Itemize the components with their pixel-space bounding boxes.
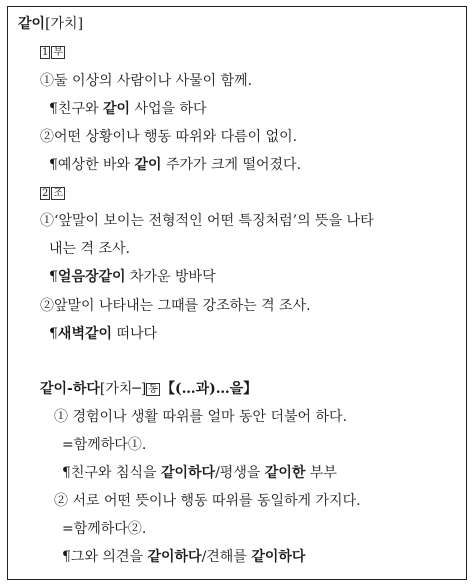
example-sentence — [62, 464, 337, 482]
example-headword: 같이하다 — [251, 549, 306, 565]
entry-header — [40, 380, 257, 398]
example-text: 예상한 바와 — [57, 157, 135, 173]
sense-definition — [40, 128, 297, 146]
sense-mark: ② — [54, 493, 68, 509]
example-headword: 같이 — [102, 101, 131, 117]
sense-definition — [54, 492, 361, 510]
example-text: 주가가 크게 떨어졌다. — [161, 157, 302, 173]
example-sentence — [49, 100, 207, 118]
sentence-pattern: 【(…과)…을】 — [161, 381, 258, 397]
example-mark: ¶ — [49, 157, 58, 173]
example-text: 차가운 방바닥 — [125, 269, 216, 285]
example-headword: 같이하다 — [160, 465, 216, 481]
definition-text: 앞말이 나타내는 그때를 강조하는 격 조사. — [54, 298, 311, 314]
sense-mark: ① — [54, 409, 68, 425]
example-sentence — [49, 268, 216, 286]
sense-definition — [40, 72, 252, 90]
pos-tag-box: 부 — [53, 47, 64, 58]
example-sentence — [62, 548, 305, 566]
example-mark: ¶ — [62, 549, 71, 565]
headword: 같이 — [18, 16, 46, 32]
sense-mark: ① — [40, 73, 54, 89]
example-text: 친구와 침식을 — [70, 465, 161, 481]
example-sentence — [49, 325, 157, 343]
pronunciation: [가치─] — [99, 381, 147, 397]
example-headword: 같이 — [134, 157, 162, 173]
example-text: 떠나다 — [112, 326, 158, 342]
example-text: 친구와 — [57, 101, 103, 117]
sense-number-box: 2 — [42, 188, 49, 199]
entry-header — [18, 15, 83, 33]
example-text: 사업을 하다 — [130, 101, 207, 117]
sense-definition — [40, 297, 311, 315]
example-headword: 얼음장같이 — [57, 269, 126, 285]
sense-definition — [54, 408, 347, 426]
example-mark: ¶ — [62, 465, 71, 481]
example-headword: 같이한 — [264, 465, 306, 481]
definition-text: 경험이나 생활 따위를 얼마 동안 더불어 하다. — [68, 409, 348, 425]
sense-mark: ② — [40, 129, 54, 145]
example-text: /견해를 — [201, 549, 252, 565]
headword: 같이-하다 — [40, 381, 100, 397]
definition-text: ‘앞말이 보이는 전형적인 어떤 특징처럼’의 뜻을 나타 — [54, 213, 374, 229]
pos-marker-particle — [40, 184, 66, 202]
synonym-reference: =함께하다②. — [62, 521, 147, 537]
example-text: 부부 — [305, 465, 337, 481]
example-text: /평생을 — [215, 465, 265, 481]
pronunciation: [가치] — [45, 16, 84, 32]
example-sentence — [49, 156, 301, 174]
example-mark: ¶ — [49, 269, 58, 285]
definition-continuation: 내는 격 조사. — [49, 241, 130, 257]
definition-text: 어떤 상황이나 행동 따위와 다름이 없이. — [54, 129, 298, 145]
sense-definition — [40, 212, 374, 230]
example-headword: 같이하다 — [147, 549, 202, 565]
pos-marker-adverb — [40, 43, 66, 61]
sense-number-box: 1 — [42, 47, 49, 58]
definition-text: 서로 어떤 뜻이나 행동 따위를 동일하게 가지다. — [68, 493, 361, 509]
sense-mark: ① — [40, 213, 54, 229]
example-text: 그와 의견을 — [70, 549, 148, 565]
synonym-reference: =함께하다①. — [62, 437, 147, 453]
sense-mark: ② — [40, 298, 54, 314]
example-headword: 새벽같이 — [57, 326, 113, 342]
pos-tag-box: 동 — [148, 384, 158, 395]
example-mark: ¶ — [49, 326, 58, 342]
pos-tag-box: 조 — [53, 188, 64, 199]
example-mark: ¶ — [49, 101, 58, 117]
definition-text: 둘 이상의 사람이나 사물이 함께. — [54, 73, 253, 89]
